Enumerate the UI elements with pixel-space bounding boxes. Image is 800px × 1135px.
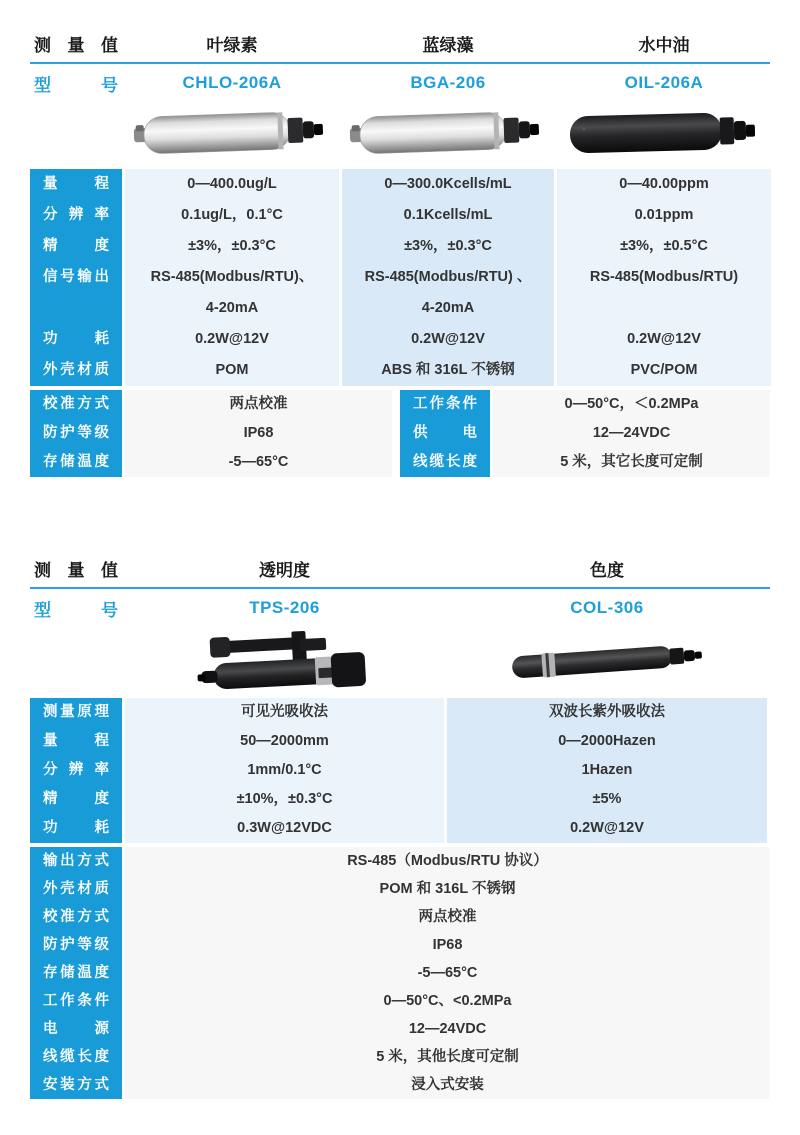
table1-model-row [30,65,770,101]
table2-common-specs [30,847,770,1099]
value-installation: 浸入式安装 [125,1071,770,1099]
label-housing: 外壳材质 [30,875,122,903]
table2-spec-labels [30,698,122,843]
table2-transparency-color [30,477,770,1099]
table2-values-transparency [125,698,444,843]
spec-label-resolution: 分辨率 [43,762,109,778]
label-storage-temp: 存储温度 [30,959,122,987]
spec-value: ±3%，±0.5°C [620,238,708,254]
chlo-206a-sensor-image [130,105,335,163]
spec-label-accuracy: 精度 [43,791,109,807]
spec-value: 双波长紫外吸收法 [549,704,665,720]
spec-label-range: 量程 [43,176,109,192]
table1-chlorophyll-bga-oil [30,0,770,477]
spec-value: 0—400.0ug/L [187,176,277,192]
table1-product-images [30,101,770,167]
spec-value: POM [215,362,249,378]
spec-label-resolution: 分辨率 [43,207,109,223]
value-power-source: 12—24VDC [125,1015,770,1043]
value-power-supply: 12—24VDC [493,419,770,448]
table1-common-right [400,390,770,477]
label-calibration: 校准方式 [30,903,122,931]
spec-value: ±3%，±0.3°C [188,238,276,254]
table2-spec-grid [30,698,770,843]
spec-label-blank [30,293,122,324]
table2-column-color: 色度 [590,560,624,580]
value-calibration: 两点校准 [125,390,392,419]
label-working-conditions: 工作条件 [30,987,122,1015]
table2-model-row [30,590,770,626]
spec-label-accuracy: 精度 [43,238,109,254]
spec-label-power: 功耗 [43,331,109,347]
table2-values-color [447,698,767,843]
table2-model-label: 型号 [34,600,118,620]
table2-model-tps206: TPS-206 [249,598,320,617]
table1-common-left [30,390,392,477]
label-cable-length: 线缆长度 [400,448,490,477]
spec-value: 0—2000Hazen [558,733,656,749]
table1-header-row [30,0,770,58]
table2-header-row [30,477,770,583]
spec-value: 0.2W@12V [195,331,269,347]
value-protection: IP68 [125,931,770,959]
spec-value: 0.2W@12V [570,820,644,836]
spec-label-signal: 信号输出 [43,269,109,285]
spec-value: RS-485(Modbus/RTU) 、 [364,269,532,285]
table2-measured-value-label: 测量值 [34,560,118,580]
spec-value: ±10%，±0.3°C [236,791,333,807]
spec-value: ±3%，±0.3°C [404,238,492,254]
table2-model-col306: COL-306 [570,598,644,617]
spec-value: ±5% [592,791,622,807]
value-storage-temp: -5—65°C [125,959,770,987]
label-protection: 防护等级 [30,419,122,448]
bga-206-sensor-image [346,105,551,163]
value-cable-length: 5 米，其它长度可定制 [493,448,770,477]
value-storage-temp: -5—65°C [125,448,392,477]
value-calibration: 两点校准 [125,903,770,931]
spec-value: RS-485(Modbus/RTU) [589,269,739,285]
table1-values-oil [557,169,771,386]
spec-value [557,293,771,324]
spec-value: 可见光吸收法 [241,704,328,720]
spec-value: PVC/POM [630,362,698,378]
label-calibration: 校准方式 [30,390,122,419]
label-working-conditions: 工作条件 [400,390,490,419]
table2-blue-divider [30,587,770,589]
table1-model-oil206a: OIL-206A [624,73,704,92]
spec-value: RS-485(Modbus/RTU)、 [150,269,314,285]
spec-value: 50—2000mm [240,733,329,749]
label-cable-length: 线缆长度 [30,1043,122,1071]
table1-model-bga206: BGA-206 [410,73,486,92]
spec-value: ABS 和 316L 不锈钢 [381,362,515,378]
spec-value: 0.1ug/L，0.1°C [181,207,283,223]
table1-blue-divider [30,62,770,64]
table1-column-chlorophyll: 叶绿素 [206,35,258,55]
label-output-mode: 输出方式 [30,847,122,875]
tps-206-sensor-image [197,626,372,696]
value-working-conditions: 0—50°C，＜0.2MPa [493,390,770,419]
oil-206a-sensor-image [562,105,767,163]
label-protection: 防护等级 [30,931,122,959]
spec-value: 0.01ppm [634,207,694,223]
table1-spec-labels [30,169,122,386]
spec-value: 0.2W@12V [627,331,701,347]
table1-measured-value-label: 测量值 [34,35,118,55]
spec-label-power: 功耗 [43,820,109,836]
table2-column-transparency: 透明度 [259,560,310,580]
table1-values-chlorophyll [125,169,339,386]
table1-model-chlo206a: CHLO-206A [182,73,282,92]
table1-common-specs [30,390,770,477]
value-protection: IP68 [125,419,392,448]
spec-label-principle: 测量原理 [43,704,109,720]
spec-value: 0.2W@12V [411,331,485,347]
spec-value: 4-20mA [421,300,475,316]
spec-value: 4-20mA [205,300,259,316]
label-power-source: 电源 [30,1015,122,1043]
spec-value: 1mm/0.1°C [247,762,322,778]
value-housing: POM 和 316L 不锈钢 [125,875,770,903]
label-storage-temp: 存储温度 [30,448,122,477]
table2-product-images [30,626,770,696]
table1-column-oil: 水中油 [638,35,690,55]
label-installation: 安装方式 [30,1071,122,1099]
spec-label-range: 量程 [43,733,109,749]
table1-column-bga: 蓝绿藻 [422,35,474,55]
label-power-supply: 供电 [400,419,490,448]
table1-values-bga [342,169,554,386]
col-306-sensor-image [502,633,712,689]
spec-label-housing: 外壳材质 [43,362,109,378]
spec-value: 0.1Kcells/mL [403,207,493,223]
value-cable-length: 5 米，其他长度可定制 [125,1043,770,1071]
table1-spec-grid [30,169,770,386]
spec-value: 0—40.00ppm [619,176,709,192]
table1-model-label: 型号 [34,75,118,95]
value-working-conditions: 0—50°C、<0.2MPa [125,987,770,1015]
spec-value: 0.3W@12VDC [237,820,332,836]
value-output-mode: RS-485（Modbus/RTU 协议） [125,847,770,875]
spec-value: 0—300.0Kcells/mL [384,176,512,192]
spec-value: 1Hazen [581,762,633,778]
